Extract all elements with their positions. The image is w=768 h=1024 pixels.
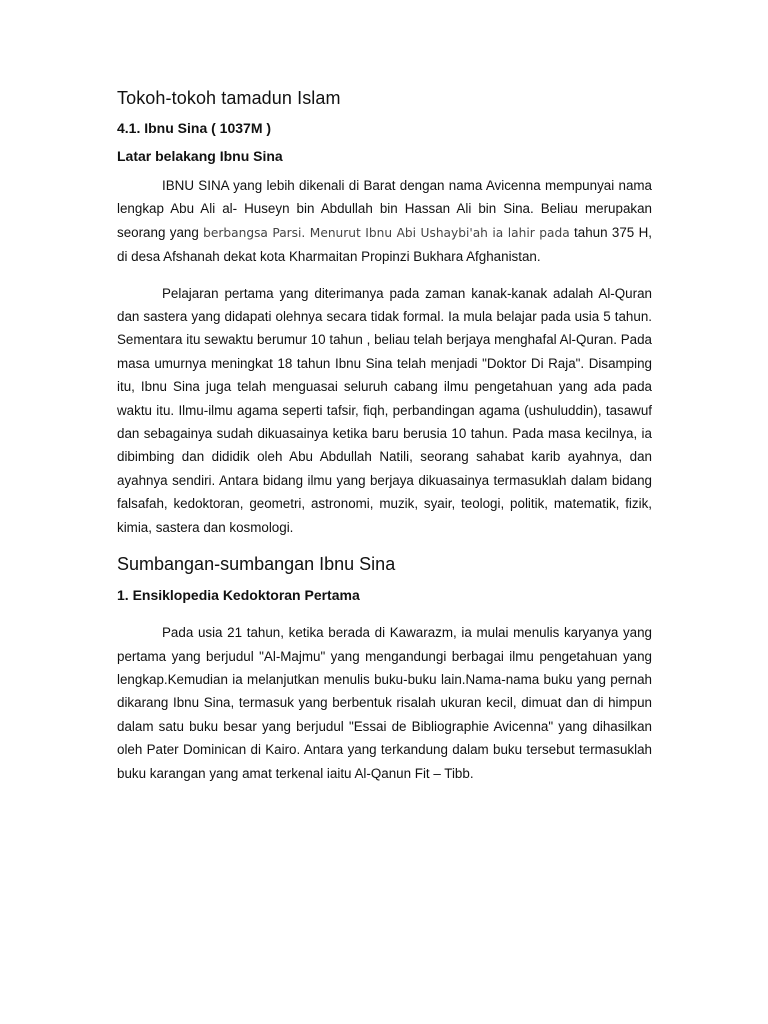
paragraph-background xyxy=(117,174,652,269)
document-title: Tokoh-tokoh tamadun Islam xyxy=(117,88,341,108)
paragraph-background-text-b: berbangsa Parsi. Menurut Ibnu Abi Ushaybi'ah ia lahir pada xyxy=(203,225,570,240)
paragraph-education: Pelajaran pertama yang diterimanya pada zaman kanak-kanak adalah Al-Quran dan sastera yang didapati olehnya secara tidak formal. Ia mula belajar pada usia 5 tahun. Sementara itu sewaktu berumur 10 tahun , beliau telah berjaya menghafal Al-Quran. Pada masa umurnya meningkat 18 tahun Ibnu Sina telah menjadi "Doktor Di Raja". Disamping itu, Ibnu Sina juga telah menguasai seluruh cabang ilmu pengetahuan yang ada pada waktu itu. Ilmu-ilmu agama seperti tafsir, fiqh, perbandingan agama (ushuluddin), tasawuf dan sebagainya sudah dikuasainya ketika baru berusia 10 tahun. Pada masa kecilnya, ia dibimbing dan dididik oleh Abu Abdullah Natili, seorang sahabat karib ayahnya, dan ayahnya sendiri. Antara bidang ilmu yang berjaya dikuasainya termasuklah dalam bidang falsafah, kedoktoran, geometri, astronomi, muzik, syair, teologi, politik, matematik, fizik, kimia, sastera dan kosmologi. xyxy=(117,285,652,535)
document-page xyxy=(117,84,652,785)
subheading-ibnu-sina: 4.1. Ibnu Sina ( 1037M ) xyxy=(117,120,272,136)
paragraph-background-text-c: tahun 375 H, di desa Afshanah dekat kota Kharmaitan Propinzi Bukhara Afghanistan. xyxy=(117,224,653,265)
paragraph-encyclopedia: Pada usia 21 tahun, ketika berada di Kawarazm, ia mulai menulis karyanya yang pertama yang berjudul "Al-Majmu" yang mengandungi berbagai ilmu pengetahuan yang lengkap.Kemudian ia melanjutkan menulis buku-buku lain.Nama-nama buku yang pernah dikarang Ibnu Sina, termasuk yang berbentuk risalah ukuran kecil, dimuat dan di himpun dalam satu buku besar yang berjudul "Essai de Bibliographie Avicenna" yang dihasilkan oleh Pater Dominican di Kairo. Antara yang terkandung dalam buku tersebut termasuklah buku karangan yang amat terkenal iaitu Al-Qanun Fit – Tibb. xyxy=(117,625,652,781)
subheading-background: Latar belakang Ibnu Sina xyxy=(117,148,283,164)
subheading-encyclopedia: 1. Ensiklopedia Kedoktoran Pertama xyxy=(117,587,360,604)
section-title-contributions: Sumbangan-sumbangan Ibnu Sina xyxy=(117,554,396,575)
paragraph-background-text-a: IBNU SINA yang lebih dikenali di Barat dengan nama Avicenna mempunyai nama lengkap Abu Ali al- Huseyn bin Abdullah bin Hassan Ali bin Sina. Beliau merupakan seorang yang xyxy=(117,178,652,240)
